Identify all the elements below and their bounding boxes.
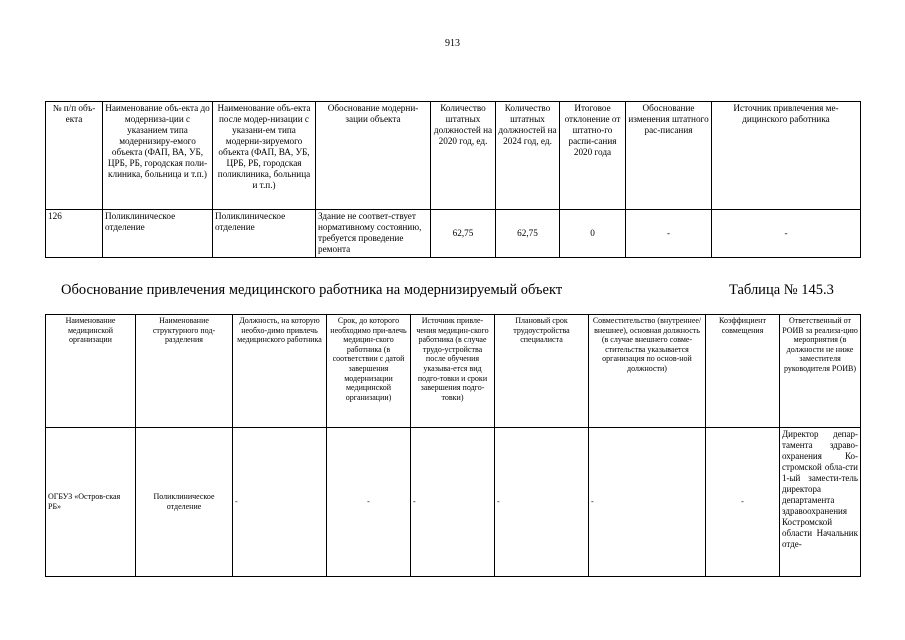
table-cell: -: [327, 428, 411, 577]
table-cell: -: [712, 210, 861, 258]
table-header-row: [46, 315, 861, 428]
table-cell: Поликлиническое отделение: [103, 210, 213, 258]
header-cell: Обоснование изменения штатного рас-писания: [626, 102, 712, 210]
header-cell: Должность, на которую необхо-димо привлечь медицинского работника: [233, 315, 327, 428]
header-cell: Наименование объ-екта после модер-низации с указани-ем типа модерни-зируемого объекта (ФАП, ВА, УБ, ЦРБ, РБ, городская поликлиника, больница и т.п.): [213, 102, 316, 210]
table-cell: 126: [46, 210, 103, 258]
table-number: Таблица № 145.3: [729, 282, 834, 298]
header-cell: Срок, до которого необходимо при-влечь медицин-ского работника (в соответствии с датой завершения модернизации медицинской организации): [327, 315, 411, 428]
header-cell: Наименование медицинской организации: [46, 315, 136, 428]
header-cell: Источник привлечения ме-дицинского работника: [712, 102, 861, 210]
staff-attraction-table: [45, 314, 861, 577]
table-caption: Обоснование привлечения медицинского работника на модернизируемый объект: [61, 282, 563, 298]
table-row: [46, 210, 861, 258]
table-cell: -: [495, 428, 589, 577]
header-cell: Обоснование модерни-зации объекта: [316, 102, 431, 210]
header-cell: Количество штатных должностей на 2020 год, ед.: [431, 102, 496, 210]
table-cell: -: [706, 428, 780, 577]
modernization-table: [45, 101, 861, 258]
table-header-row: [46, 102, 861, 210]
table-cell: -: [411, 428, 495, 577]
header-cell: Плановый срок трудоустройства специалиста: [495, 315, 589, 428]
table-cell: Здание не соответ-ствует нормативному состоянию, требуется проведение ремонта: [316, 210, 431, 258]
table-row: [46, 428, 861, 577]
table-cell: 0: [560, 210, 626, 258]
header-cell: № п/п объ-екта: [46, 102, 103, 210]
table-cell: Директор депар-тамента здраво-охранения Ко-стромской обла-сти 1-ый замести-тель директора департамента здравоохранения Костромской области Начальник отде-: [780, 428, 861, 577]
table-cell: -: [233, 428, 327, 577]
table-cell: -: [626, 210, 712, 258]
header-cell: Коэффициент совмещения: [706, 315, 780, 428]
table-cell: 62,75: [431, 210, 496, 258]
table-cell: Поликлиническое отделение: [213, 210, 316, 258]
header-cell: Наименование структурного под-разделения: [136, 315, 233, 428]
header-cell: Источник привле-чения медицин-ского работника (в случае трудо-устройства после обучения указыва-ется вид подго-товки и сроки завершения подго-товки): [411, 315, 495, 428]
table-cell: Поликлиническое отделение: [136, 428, 233, 577]
header-cell: Наименование объ-екта до модерниза-ции с указанием типа модернизиру-емого объекта (ФАП, ВА, УБ, ЦРБ, РБ, городская поли-клиника, больница и т.п.): [103, 102, 213, 210]
header-cell: Итоговое отклонение от штатно-го распи-сания 2020 года: [560, 102, 626, 210]
table-cell: 62,75: [496, 210, 560, 258]
page-number: 913: [445, 38, 460, 49]
table-cell: ОГБУЗ «Остров-ская РБ»: [46, 428, 136, 577]
header-cell: Количество штатных должностей на 2024 год, ед.: [496, 102, 560, 210]
table-cell: -: [589, 428, 706, 577]
header-cell: Ответственный от РОИВ за реализа-цию мероприятия (в должности не ниже заместителя руководителя РОИВ): [780, 315, 861, 428]
header-cell: Совместительство (внутреннее/внешнее), основная должность (в случае внешнего совме-стительства указывается организация по основ-ной должности): [589, 315, 706, 428]
